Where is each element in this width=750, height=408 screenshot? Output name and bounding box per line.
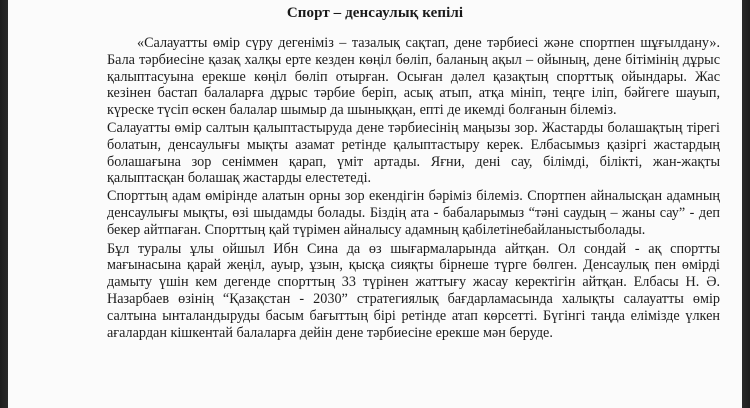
- paragraph-3: Спорттың адам өмірінде алатын орны зор екендігін бәріміз білеміз. Спортпен айналысқан адамның денсаулығы мықты, өзі шыдамды болады. Біздің ата - бабаларымыз “тәні саудың – жаны сау” - деп бекер айтпаған. Спорттың қай түрімен айналысу адамның қабілетінебайланыстыболады.: [107, 188, 720, 238]
- paragraph-1: «Салауатты өмір сүру дегеніміз – тазалық сақтап, дене тәрбиесі және спортпен шұғылдану». Бала тәрбиесіне қазақ халқы ерте кезден көңіл бөліп, баланың ақыл – ойының, дене бітімінің дұрыс қалыптасуына ерекше көңіл бөліп отырған. Осыған дәлел қазақтың спорттық ойындары. Жас кезінен бастап балаларға дұрыс тәрбие беріп, асық атып, атқа мініп, теңге іліп, бәйгеге шауып, күреске түсіп өскен балалар шымыр да шыныққан, епті де икемді болғанын білеміз.: [107, 35, 720, 119]
- document-title: Спорт – денсаулық кепілі: [286, 5, 464, 21]
- document-body: [107, 35, 720, 341]
- paragraph-4: Бұл туралы ұлы ойшыл Ибн Сина да өз шығармаларында айтқан. Ол сондай - ақ спортты мағынасына қарай жеңіл, ауыр, ұзын, қысқа сияқты бірнеше түрге бөлген. Денсаулық пен өмірді дамыту үшін кем дегенде спорттың 33 түрінен жаттығу жасау керектігін айтқан. Елбасы Н. Ә. Назарбаев өзінің “Қазақстан - 2030” стратегиялық бағдарламасында халықты салауатты өмір салтына ынталандыруды басым бағыттың бірі ретінде атап көрсетті. Бүгінгі таңда елімізде үлкен ағалардан кішкентай балаларға дейін дене тәрбиесіне ерекше мән беруде.: [107, 240, 720, 341]
- left-dark-border: [0, 0, 8, 408]
- right-dark-border: [742, 0, 750, 408]
- paragraph-2: Салауатты өмір салтын қалыптастыруда дене тәрбиесінің маңызы зор. Жастарды болашақтың тірегі болатын, денсаулығы мықты азамат ретінде қалыптастыру керек. Елбасымыз қазіргі жастардың болашағына зор сеніммен қарап, үміт артады. Яғни, дені сау, білімді, білікті, жан-жақты қалыптасқан болашақ жастарды елестетеді.: [107, 119, 720, 187]
